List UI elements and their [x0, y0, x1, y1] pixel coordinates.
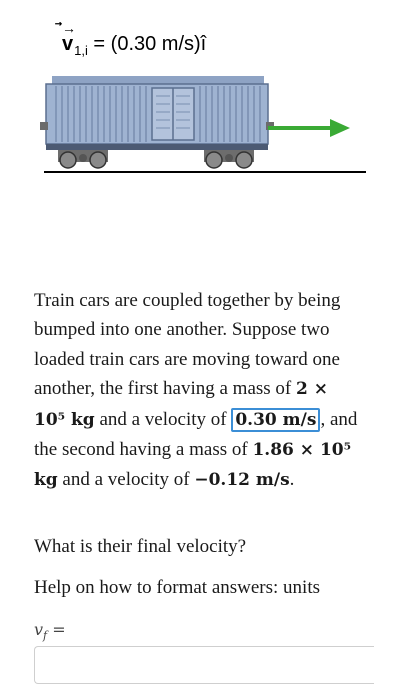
answer-equals: =	[47, 620, 66, 639]
question-text: What is their final velocity?	[34, 536, 247, 557]
problem-text-4: and a velocity of	[57, 469, 195, 491]
train-roof	[52, 76, 264, 84]
problem-text-5: .	[289, 469, 295, 491]
velocity-vector-symbol: ⃗→ v	[62, 20, 76, 55]
answer-label	[34, 620, 66, 642]
velocity-first-car: 0.30 m/s	[231, 408, 320, 432]
vector-arrow-icon: ⃗→	[62, 20, 76, 36]
problem-statement	[34, 286, 364, 496]
velocity-arrow-icon	[268, 119, 350, 137]
front-wheel-truck	[58, 150, 108, 168]
train-figure	[0, 0, 410, 200]
answer-subscript: f	[43, 629, 48, 642]
answer-variable: v	[34, 620, 44, 639]
left-coupler	[40, 122, 48, 130]
train-car-illustration	[0, 0, 410, 200]
undercarriage	[46, 144, 268, 150]
final-velocity-input[interactable]	[34, 646, 374, 684]
velocity-value: = (0.30 m/s)î	[93, 33, 207, 55]
problem-text-1: Train cars are coupled together by being bumped into one another. Suppose two loaded train cars are moving toward one another, the first having a mass of	[34, 290, 341, 400]
problem-text-3: , and the second having a mass of	[34, 408, 358, 461]
velocity-subscript: 1,i	[74, 43, 88, 58]
problem-text-2: and a velocity of	[94, 408, 232, 430]
velocity-second-car: −0.12 m/s	[194, 470, 290, 491]
mass-first-car: 2 × 10⁵ kg	[34, 379, 329, 430]
help-format-link[interactable]: Help on how to format answers: units	[34, 577, 321, 598]
mass-second-car: 1.86 × 10⁵ kg	[34, 440, 352, 491]
rear-wheel-truck	[204, 150, 254, 168]
